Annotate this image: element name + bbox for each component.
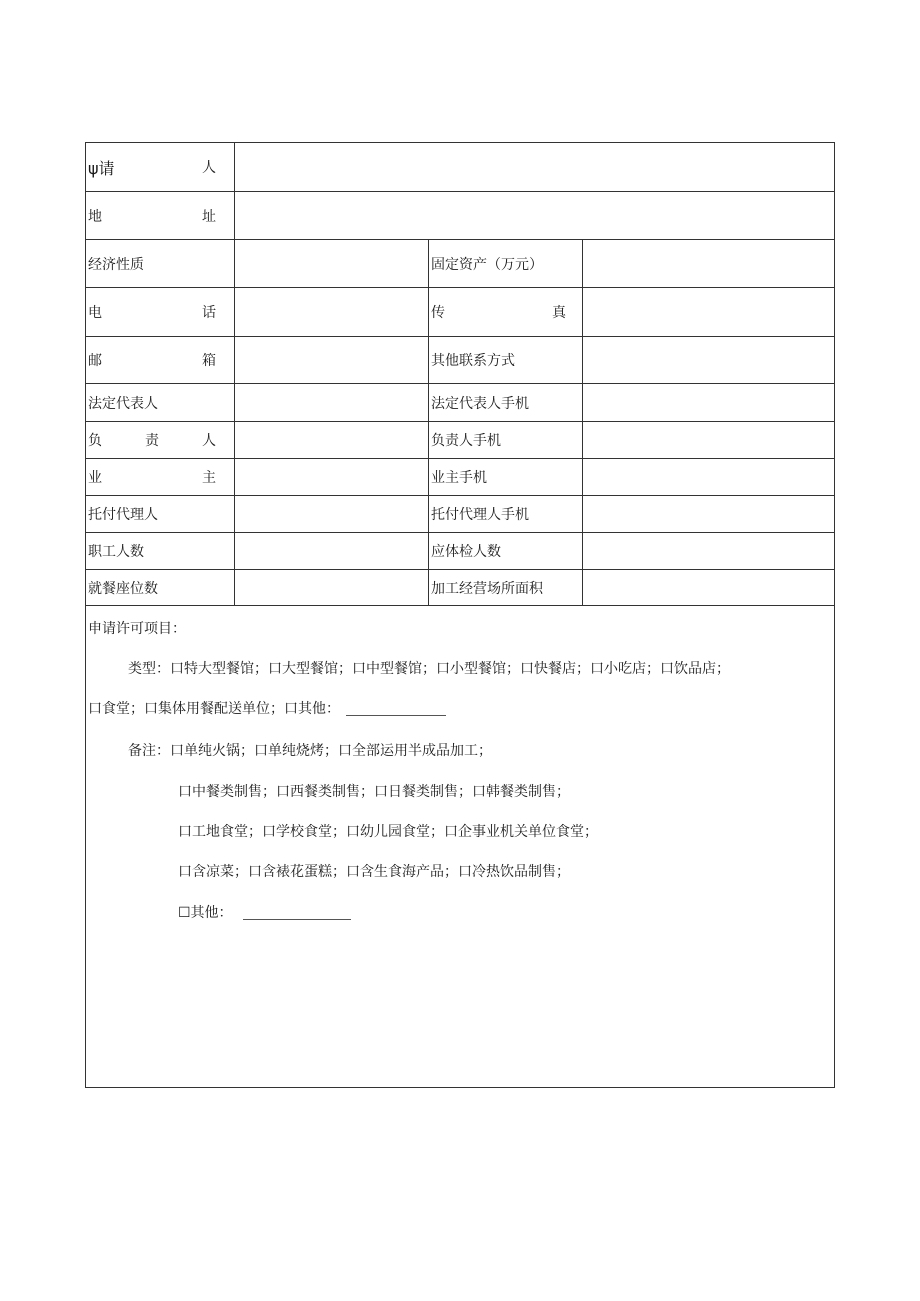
label-area — [429, 570, 583, 605]
agent-mobile-field[interactable] — [583, 496, 834, 532]
row-legal-rep — [86, 384, 834, 422]
legal-rep-mobile-field[interactable] — [583, 384, 834, 421]
owner-mobile-field[interactable] — [583, 459, 834, 495]
row-email — [86, 337, 834, 384]
label-email — [86, 337, 235, 383]
row-seats — [86, 570, 834, 606]
row-agent — [86, 496, 834, 533]
label-fixed-assets — [429, 240, 583, 287]
label-phone-part-2: 话 — [202, 305, 216, 321]
phone-field[interactable] — [235, 288, 429, 336]
label-address — [86, 192, 235, 239]
address-field[interactable] — [235, 192, 834, 239]
label-agent-mobile — [429, 496, 583, 532]
row-staff-count — [86, 533, 834, 570]
row-applicant — [86, 143, 834, 192]
label-owner-mobile — [429, 459, 583, 495]
owner-field[interactable] — [235, 459, 429, 495]
label-legal-rep-text: 法定代表人 — [88, 395, 158, 412]
label-seats-text: 就餐座位数 — [88, 580, 158, 597]
type-options-line-1[interactable]: 类型：口特大型餐馆；口大型餐馆；口中型餐馆；口小型餐馆；口快餐店；口小吃店；口饮品店； — [128, 661, 730, 677]
label-email-part-1: 邮 — [88, 353, 102, 369]
label-person-in-charge-mobile — [429, 422, 583, 458]
row-phone — [86, 288, 834, 337]
label-owner — [86, 459, 235, 495]
other-type-blank[interactable] — [346, 714, 446, 716]
label-legal-rep-mobile-text: 法定代表人手机 — [431, 395, 529, 412]
label-staff-count-text: 职工人数 — [88, 544, 144, 560]
label-person-in-charge-part-3: 人 — [202, 433, 216, 449]
label-phone-part-1: 电 — [88, 305, 102, 321]
legal-rep-field[interactable] — [235, 384, 429, 421]
label-applicant-part-2: 人 — [202, 160, 216, 176]
section-title: 申请许可项目： — [88, 621, 186, 637]
application-form-table — [85, 142, 835, 1088]
agent-field[interactable] — [235, 496, 429, 532]
note-options-line-5[interactable] — [178, 902, 351, 922]
row-person-in-charge — [86, 422, 834, 459]
label-fax — [429, 288, 583, 336]
other-contact-field[interactable] — [583, 337, 834, 383]
label-owner-mobile-text: 业主手机 — [431, 470, 487, 486]
label-other-contact-text: 其他联系方式 — [431, 353, 515, 369]
label-agent — [86, 496, 235, 532]
label-applicant — [86, 143, 235, 191]
health-check-count-field[interactable] — [583, 533, 834, 569]
label-person-in-charge — [86, 422, 235, 458]
label-agent-text: 托付代理人 — [88, 507, 158, 523]
label-legal-rep-mobile — [429, 384, 583, 421]
label-seats — [86, 570, 235, 605]
row-address — [86, 192, 834, 240]
economic-nature-field[interactable] — [235, 240, 429, 287]
label-staff-count — [86, 533, 235, 569]
label-email-part-2: 箱 — [202, 353, 216, 369]
label-phone — [86, 288, 235, 336]
note-options-line-4[interactable]: 口含凉菜；口含裱花蛋糕；口含生食海产品；口冷热饮品制售； — [178, 864, 570, 880]
other-note-blank[interactable] — [243, 918, 351, 920]
label-applicant-part-1: ψ请 — [88, 158, 115, 178]
note-options-line-1[interactable]: 备注：口单纯火锅；口单纯烧烤；口全部运用半成品加工； — [128, 743, 492, 759]
seats-field[interactable] — [235, 570, 429, 605]
row-economic-nature — [86, 240, 834, 288]
note-options-line-2[interactable]: 口中餐类制售；口西餐类制售；口日餐类制售；口韩餐类制售； — [178, 784, 570, 800]
label-other-contact — [429, 337, 583, 383]
label-owner-part-1: 业 — [88, 470, 102, 486]
row-owner — [86, 459, 834, 496]
label-health-check-count — [429, 533, 583, 569]
type-options-line-2-text: 口食堂；口集体用餐配送单位；口其他： — [88, 701, 340, 717]
label-fixed-assets-text: 固定资产（万元） — [431, 256, 543, 273]
person-in-charge-mobile-field[interactable] — [583, 422, 834, 458]
fax-field[interactable] — [583, 288, 834, 336]
note-options-line-5-text: ☐其他： — [178, 905, 233, 921]
label-agent-mobile-text: 托付代理人手机 — [431, 507, 529, 523]
email-field[interactable] — [235, 337, 429, 383]
note-options-line-3[interactable]: 口工地食堂；口学校食堂；口幼儿园食堂；口企事业机关单位食堂； — [178, 824, 598, 840]
fixed-assets-field[interactable] — [583, 240, 834, 287]
label-fax-part-1: 传 — [431, 305, 445, 321]
label-address-part-1: 地 — [88, 208, 102, 225]
label-legal-rep — [86, 384, 235, 421]
label-person-in-charge-part-2: 责 — [145, 433, 159, 449]
label-owner-part-2: 主 — [202, 470, 216, 486]
label-person-in-charge-part-1: 负 — [88, 433, 102, 449]
label-economic-nature — [86, 240, 235, 287]
type-options-line-2[interactable] — [88, 698, 446, 718]
person-in-charge-field[interactable] — [235, 422, 429, 458]
area-field[interactable] — [583, 570, 834, 605]
applicant-field[interactable] — [235, 143, 834, 191]
label-fax-part-2: 真 — [552, 305, 566, 321]
label-economic-nature-text: 经济性质 — [88, 256, 144, 273]
label-health-check-count-text: 应体检人数 — [431, 544, 501, 560]
label-address-part-2: 址 — [202, 208, 216, 225]
staff-count-field[interactable] — [235, 533, 429, 569]
label-person-in-charge-mobile-text: 负责人手机 — [431, 433, 501, 449]
label-area-text: 加工经营场所面积 — [431, 580, 543, 597]
